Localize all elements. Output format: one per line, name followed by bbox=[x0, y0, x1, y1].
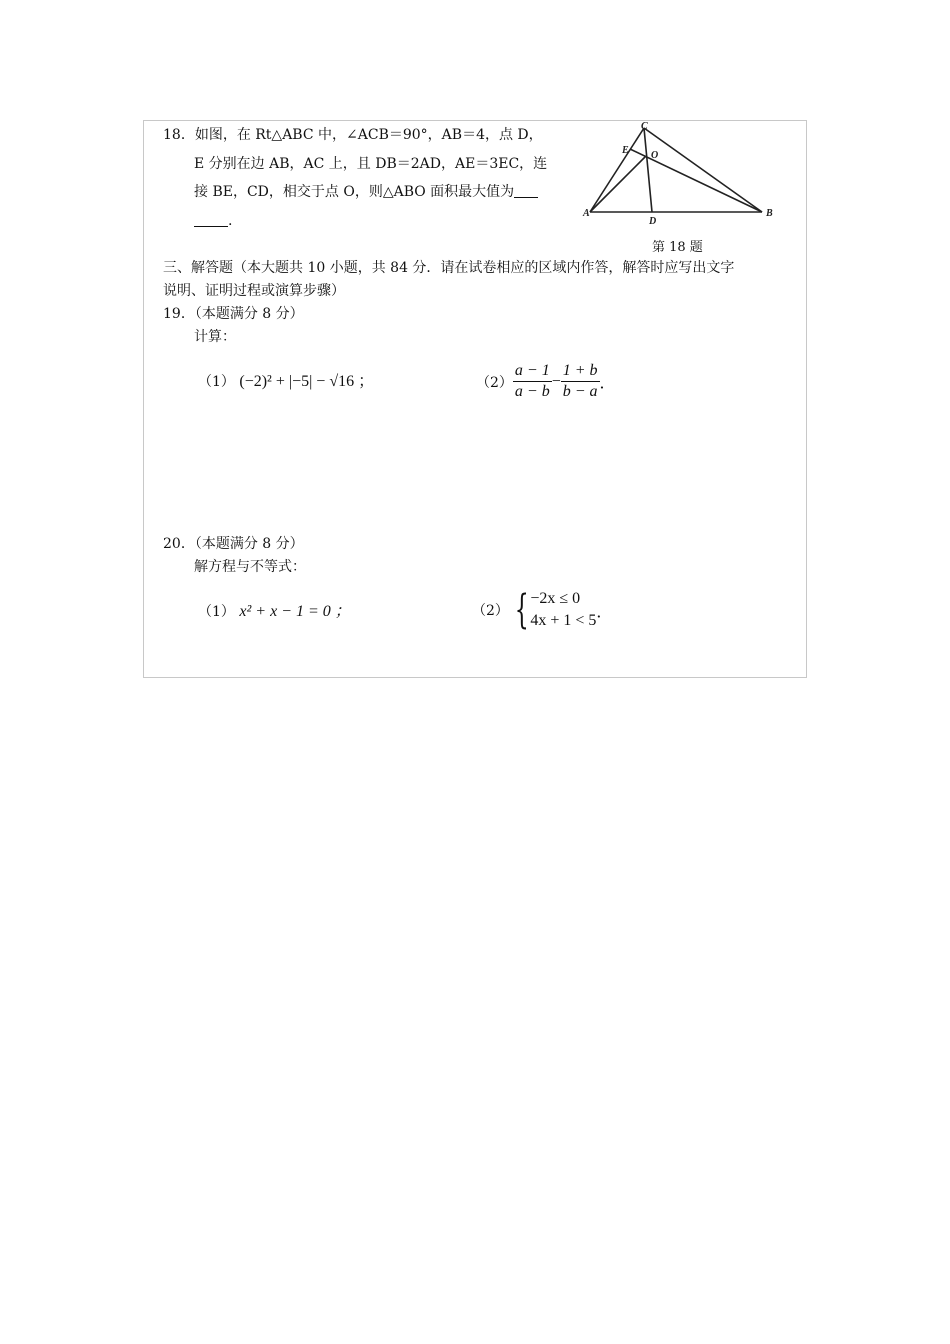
label-O: O bbox=[651, 150, 659, 161]
q18-line3 bbox=[194, 183, 538, 201]
q20-instruction: 解方程与不等式： bbox=[194, 559, 306, 575]
label-B: B bbox=[766, 208, 773, 219]
answer-blank bbox=[514, 183, 538, 198]
q18-line4 bbox=[194, 212, 232, 230]
q19-p2-frac1 bbox=[513, 362, 552, 401]
q19-p2-label: （2） bbox=[476, 374, 513, 391]
q19-part2 bbox=[476, 362, 616, 401]
system-brace: { bbox=[514, 587, 529, 633]
q18-line4-end: . bbox=[228, 213, 233, 229]
frac1-denominator: a − b bbox=[514, 383, 550, 400]
q19-part1 bbox=[198, 373, 374, 391]
q20-p1-label: （1） bbox=[198, 604, 235, 620]
label-A: A bbox=[583, 208, 590, 219]
segment-AC bbox=[590, 128, 644, 212]
segment-CB bbox=[644, 128, 762, 212]
q19-p2-end: ． bbox=[599, 375, 616, 392]
segment-AO bbox=[590, 156, 646, 212]
label-C: C bbox=[641, 121, 648, 132]
q19-header: 19．（本题满分 8 分） bbox=[163, 306, 304, 322]
label-D: D bbox=[649, 216, 657, 227]
q19-p2-frac2 bbox=[561, 362, 600, 401]
segment-CD bbox=[644, 128, 652, 212]
label-E: E bbox=[622, 145, 629, 156]
inequality-system bbox=[509, 588, 597, 632]
system-line-2: 4x + 1 < 5 bbox=[530, 612, 597, 629]
q18-line3-text: 接 BE，CD，相交于点 O，则△ABO 面积最大值为 bbox=[194, 184, 515, 200]
q18-line2: E 分别在边 AB，AC 上，且 DB＝2AD，AE＝3EC，连 bbox=[194, 156, 548, 172]
answer-blank-cont bbox=[194, 212, 228, 227]
q20-p2-end: ． bbox=[596, 603, 613, 621]
q20-part2 bbox=[472, 588, 612, 632]
q20-p1-expr: x² + x − 1 = 0 ； bbox=[239, 603, 351, 620]
q19-instruction: 计算： bbox=[194, 329, 236, 345]
triangle-figure bbox=[580, 120, 780, 230]
q19-p1-expr: (−2)² + |−5| − √16 ； bbox=[239, 373, 375, 390]
q19-p1-label: （1） bbox=[198, 374, 235, 390]
frac2-numerator: 1 + b bbox=[562, 362, 598, 379]
q20-p2-label: （2） bbox=[472, 603, 509, 619]
q18-line1: 18．如图，在 Rt△ABC 中，∠ACB＝90°，AB＝4，点 D， bbox=[163, 127, 543, 143]
q19-p2-minus: − bbox=[551, 372, 561, 390]
q20-part1 bbox=[198, 603, 351, 621]
figure-caption: 第 18 题 bbox=[652, 240, 703, 255]
q20-header: 20．（本题满分 8 分） bbox=[163, 536, 304, 552]
section3-line1: 三、解答题（本大题共 10 小题，共 84 分．请在试卷相应的区域内作答，解答时应写出文字 bbox=[163, 260, 735, 276]
frac1-numerator: a − 1 bbox=[514, 362, 550, 379]
system-lines bbox=[530, 588, 596, 632]
frac2-denominator: b − a bbox=[562, 383, 598, 400]
system-line-1: −2x ≤ 0 bbox=[530, 590, 581, 607]
section3-line2: 说明、证明过程或演算步骤） bbox=[163, 283, 345, 299]
